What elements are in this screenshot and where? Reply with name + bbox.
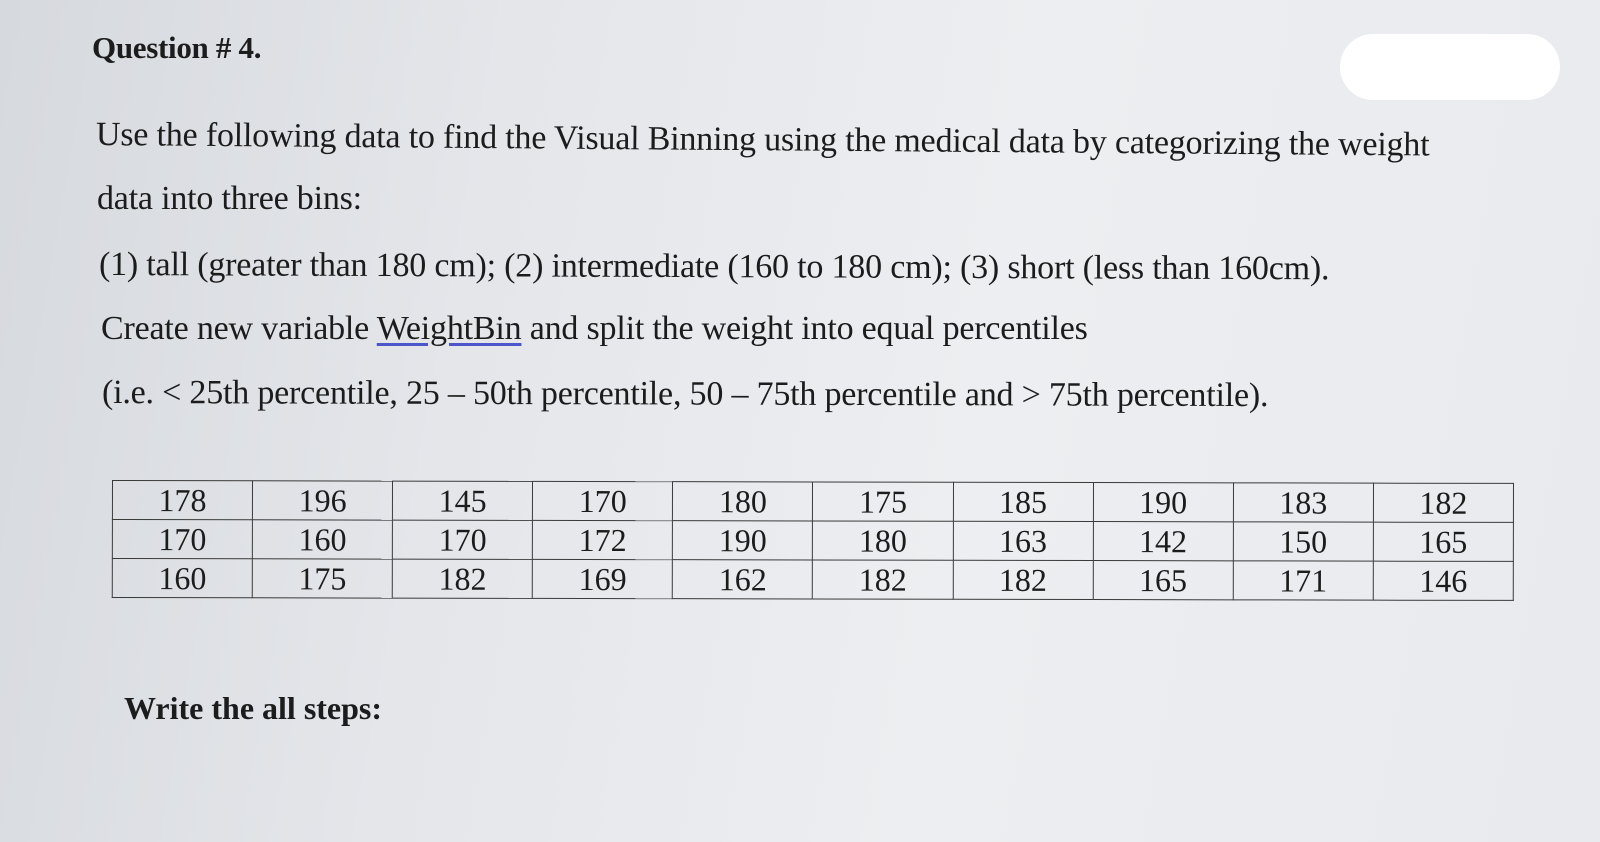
instruction-line-1: Use the following data to find the Visual Binning using the medical data by categorizing the weight: [95, 116, 1430, 164]
table-cell: 162: [673, 560, 813, 599]
line4-before-text: Create new variable: [101, 310, 377, 347]
table-cell: 160: [112, 559, 252, 598]
question-heading: Question # 4.: [92, 30, 262, 65]
table-row: [112, 481, 1513, 523]
instruction-line-2: data into three bins:: [97, 180, 362, 217]
table-cell: 175: [813, 482, 953, 521]
table-cell: 150: [1233, 522, 1373, 561]
table-cell: 190: [673, 521, 813, 560]
table-row: [112, 520, 1513, 562]
percentile-line: (i.e. < 25th percentile, 25 – 50th percentile, 50 – 75th percentile and > 75th percentile).: [101, 374, 1269, 415]
steps-prompt: Write the all steps:: [124, 690, 383, 726]
redaction-mark: [1340, 34, 1560, 100]
table-cell: 182: [953, 560, 1093, 599]
table-cell: 175: [252, 559, 392, 598]
line4-after-text: and split the weight into equal percentiles: [521, 310, 1088, 347]
table-cell: 146: [1373, 561, 1513, 600]
table-cell: 190: [1093, 483, 1233, 522]
table-cell: 170: [393, 520, 533, 559]
table-cell: 185: [953, 482, 1093, 521]
table-cell: 163: [953, 521, 1093, 560]
table-cell: 169: [533, 559, 673, 598]
instruction-line-4: [101, 310, 1088, 348]
table-cell: 178: [112, 481, 252, 520]
table-cell: 142: [1093, 522, 1233, 561]
table-cell: 180: [813, 521, 953, 560]
table-cell: 180: [673, 482, 813, 521]
table-cell: 170: [112, 520, 252, 559]
table-cell: 196: [253, 481, 393, 520]
bin-definitions-line: (1) tall (greater than 180 cm); (2) intermediate (160 to 180 cm); (3) short (less than 160cm).: [98, 246, 1330, 288]
variable-name: WeightBin: [376, 310, 522, 347]
table-row: [112, 559, 1513, 601]
table-cell: 172: [533, 520, 673, 559]
height-data-table: [112, 480, 1514, 601]
table-cell: 165: [1373, 522, 1513, 561]
table-cell: 182: [392, 559, 532, 598]
table-cell: 183: [1233, 483, 1373, 522]
table-cell: 182: [1373, 483, 1513, 522]
table-cell: 170: [533, 481, 673, 520]
table-cell: 165: [1093, 561, 1233, 600]
table-cell: 160: [252, 520, 392, 559]
table-cell: 145: [393, 481, 533, 520]
table-cell: 182: [813, 560, 953, 599]
table-cell: 171: [1233, 561, 1373, 600]
